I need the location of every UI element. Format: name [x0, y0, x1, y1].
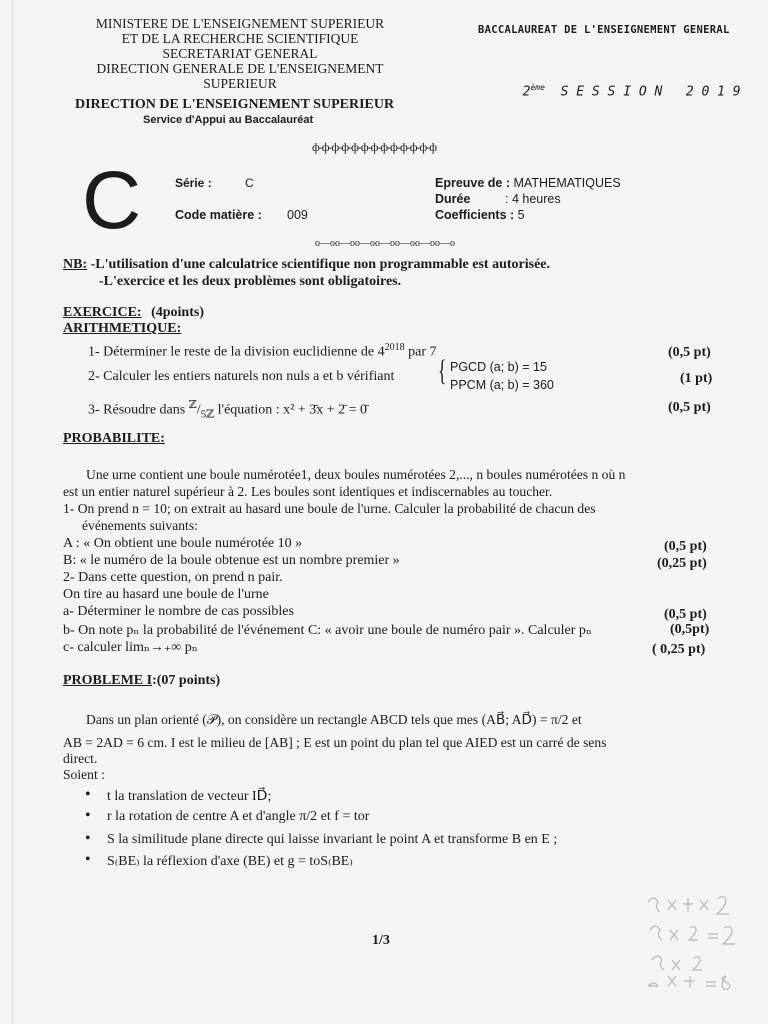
bullet-similitude: • S la similitude plane directe qui laisse invariant le point A et transforme B en E ; [107, 832, 557, 848]
serie-value: C [245, 176, 254, 190]
bullet-rotation: • r la rotation de centre A et d'angle π/2 et f = tor [107, 809, 369, 825]
page-number: 1/3 [372, 933, 390, 948]
ministry-header [70, 16, 410, 91]
epreuve-line [435, 176, 621, 190]
probleme-heading [63, 673, 220, 689]
event-a: A : « On obtient une boule numérotée 10 » [63, 536, 303, 551]
probleme-para-2: AB = 2AD = 6 cm. I est le milieu de [AB] ; E est un point du plan tel que AIED est un carré de sens [63, 735, 607, 750]
proba-sub-b: b- On note pₙ la probabilité de l'événement C: « avoir une boule de numéro pair ». Calculer pₙ [63, 623, 592, 638]
probleme-points: :(07 points) [152, 673, 221, 688]
proba-q2: 2- Dans cette question, on prend n pair. [63, 570, 283, 585]
5z-symbol: 5ℤ [200, 408, 215, 421]
service-title: Service d'Appui au Baccalauréat [143, 114, 314, 126]
coef-label: Coefficients : [435, 208, 515, 222]
nb-line-1 [63, 257, 550, 273]
arith-q1-points: (0,5 pt) [668, 345, 711, 360]
session-sup: ème [530, 83, 545, 92]
exercice-title: EXERCICE: [63, 305, 142, 320]
exercice-heading [63, 305, 204, 321]
coefficient-line [435, 208, 525, 222]
series-letter-logo: C [82, 155, 142, 246]
arith-question-1 [88, 342, 437, 361]
bullet-reflexion: • S₍BE₎ la réflexion d'axe (BE) et g = toS₍BE₎ [107, 853, 353, 870]
nb-label: NB: [63, 257, 88, 272]
divider-line: o—oo—oo—oo—oo—oo—oo—o [315, 238, 455, 249]
proba-sub-c-points: ( 0,25 pt) [652, 642, 706, 657]
ministry-line: SECRETARIAT GENERAL [162, 46, 318, 61]
probleme-title: PROBLEME I [63, 673, 153, 688]
serie-label: Série : [175, 176, 212, 190]
ornament-divider: ф-ф-ф-ф-ф-ф-ф-ф-ф-ф-ф-ф-ф [312, 140, 437, 154]
ministry-line: ET DE LA RECHERCHE SCIENTIFIQUE [121, 31, 359, 46]
proba-sub-c: c- calculer limₙ→₊∞ pₙ [63, 640, 198, 655]
arith-question-3 [88, 398, 367, 420]
proba-sub-a-points: (0,5 pt) [664, 607, 707, 622]
equation-text: l'équation : x² + 3̄x + 2̄ = 0̄ [214, 402, 368, 418]
coef-value: 5 [517, 208, 525, 222]
proba-draw-text: On tire au hasard une boule de l'urne [63, 587, 269, 602]
epreuve-value: MATHEMATIQUES [513, 176, 621, 190]
exercice-points: (4points) [151, 305, 204, 320]
epreuve-label: Epreuve de : [435, 176, 511, 190]
probleme-para-3: direct. [63, 751, 98, 766]
ministry-line: MINISTERE DE L'ENSEIGNEMENT SUPERIEUR [95, 16, 385, 31]
soient-label: Soient : [63, 767, 105, 782]
probleme-para-1: Dans un plan orienté (𝒫), on considère un rectangle ABCD tels que mes (AB⃗; AD⃗) = π/2 et [86, 712, 582, 727]
proba-intro-2: est un entier naturel supérieur à 2. Les boules sont identiques et indiscernables au toucher. [63, 484, 553, 499]
proba-q1-line-1: 1- On prend n = 10; on extrait au hasard une boule de l'urne. Calculer la probabilité de chacun des [63, 501, 596, 516]
event-b-points: (0,25 pt) [657, 556, 707, 571]
duree-label: Durée [435, 192, 471, 206]
arith-q2-points: (1 pt) [680, 371, 713, 386]
system-brace: { [437, 354, 447, 387]
arith-q1-exponent: 2018 [384, 342, 405, 353]
event-b: B: « le numéro de la boule obtenue est un nombre premier » [63, 553, 400, 568]
page-edge-shadow [12, 0, 13, 1024]
nb-text-2: -L'exercice et les deux problèmes sont obligatoires. [99, 274, 402, 289]
bullet-translation: • t la translation de vecteur ID⃗; [107, 788, 271, 805]
arith-q3-points: (0,5 pt) [668, 400, 711, 415]
session-line [507, 68, 741, 99]
proba-q1-line-2: événements suivants: [82, 518, 198, 533]
arithmetique-title: ARITHMETIQUE: [63, 321, 182, 336]
proba-sub-b-points: (0,5pt) [670, 622, 710, 637]
z-symbol: ℤ [188, 399, 197, 411]
handwritten-scribble [638, 890, 748, 990]
arith-q3-text: 3- Résoudre dans [88, 402, 189, 418]
arith-q1-end: par 7 [404, 344, 437, 360]
proba-intro-1: Une urne contient une boule numérotée1, deux boules numérotées 2,..., n boules numérotées n où n [86, 467, 626, 482]
duree-value: : 4 heures [505, 192, 561, 206]
nb-text-1: -L'utilisation d'une calculatrice scientifique non programmable est autorisée. [90, 257, 551, 272]
proba-sub-a: a- Déterminer le nombre de cas possibles [63, 604, 294, 619]
probabilite-title: PROBABILITE: [63, 431, 165, 446]
ministry-line: SUPERIEUR [203, 76, 277, 91]
direction-title: DIRECTION DE L'ENSEIGNEMENT SUPERIEUR [75, 97, 395, 112]
code-value: 009 [287, 208, 308, 222]
arith-q2-text: 2- Calculer les entiers naturels non nuls a et b vérifiant [88, 369, 395, 384]
code-label: Code matière : [175, 208, 262, 222]
arith-q1-text: 1- Déterminer le reste de la division euclidienne de 4 [88, 344, 385, 360]
ppcm-equation: PPCM (a; b) = 360 [450, 378, 554, 392]
session-text: S E S S I O N 2 0 1 9 [560, 84, 741, 100]
session-number: 2 [522, 84, 531, 100]
quotient-slash: / [196, 402, 201, 418]
ministry-line: DIRECTION GENERALE DE L'ENSEIGNEMENT [96, 61, 384, 76]
pgcd-equation: PGCD (a; b) = 15 [450, 360, 547, 374]
event-a-points: (0,5 pt) [664, 539, 707, 554]
bac-title: BACCALAUREAT DE L'ENSEIGNEMENT GENERAL [478, 24, 730, 36]
